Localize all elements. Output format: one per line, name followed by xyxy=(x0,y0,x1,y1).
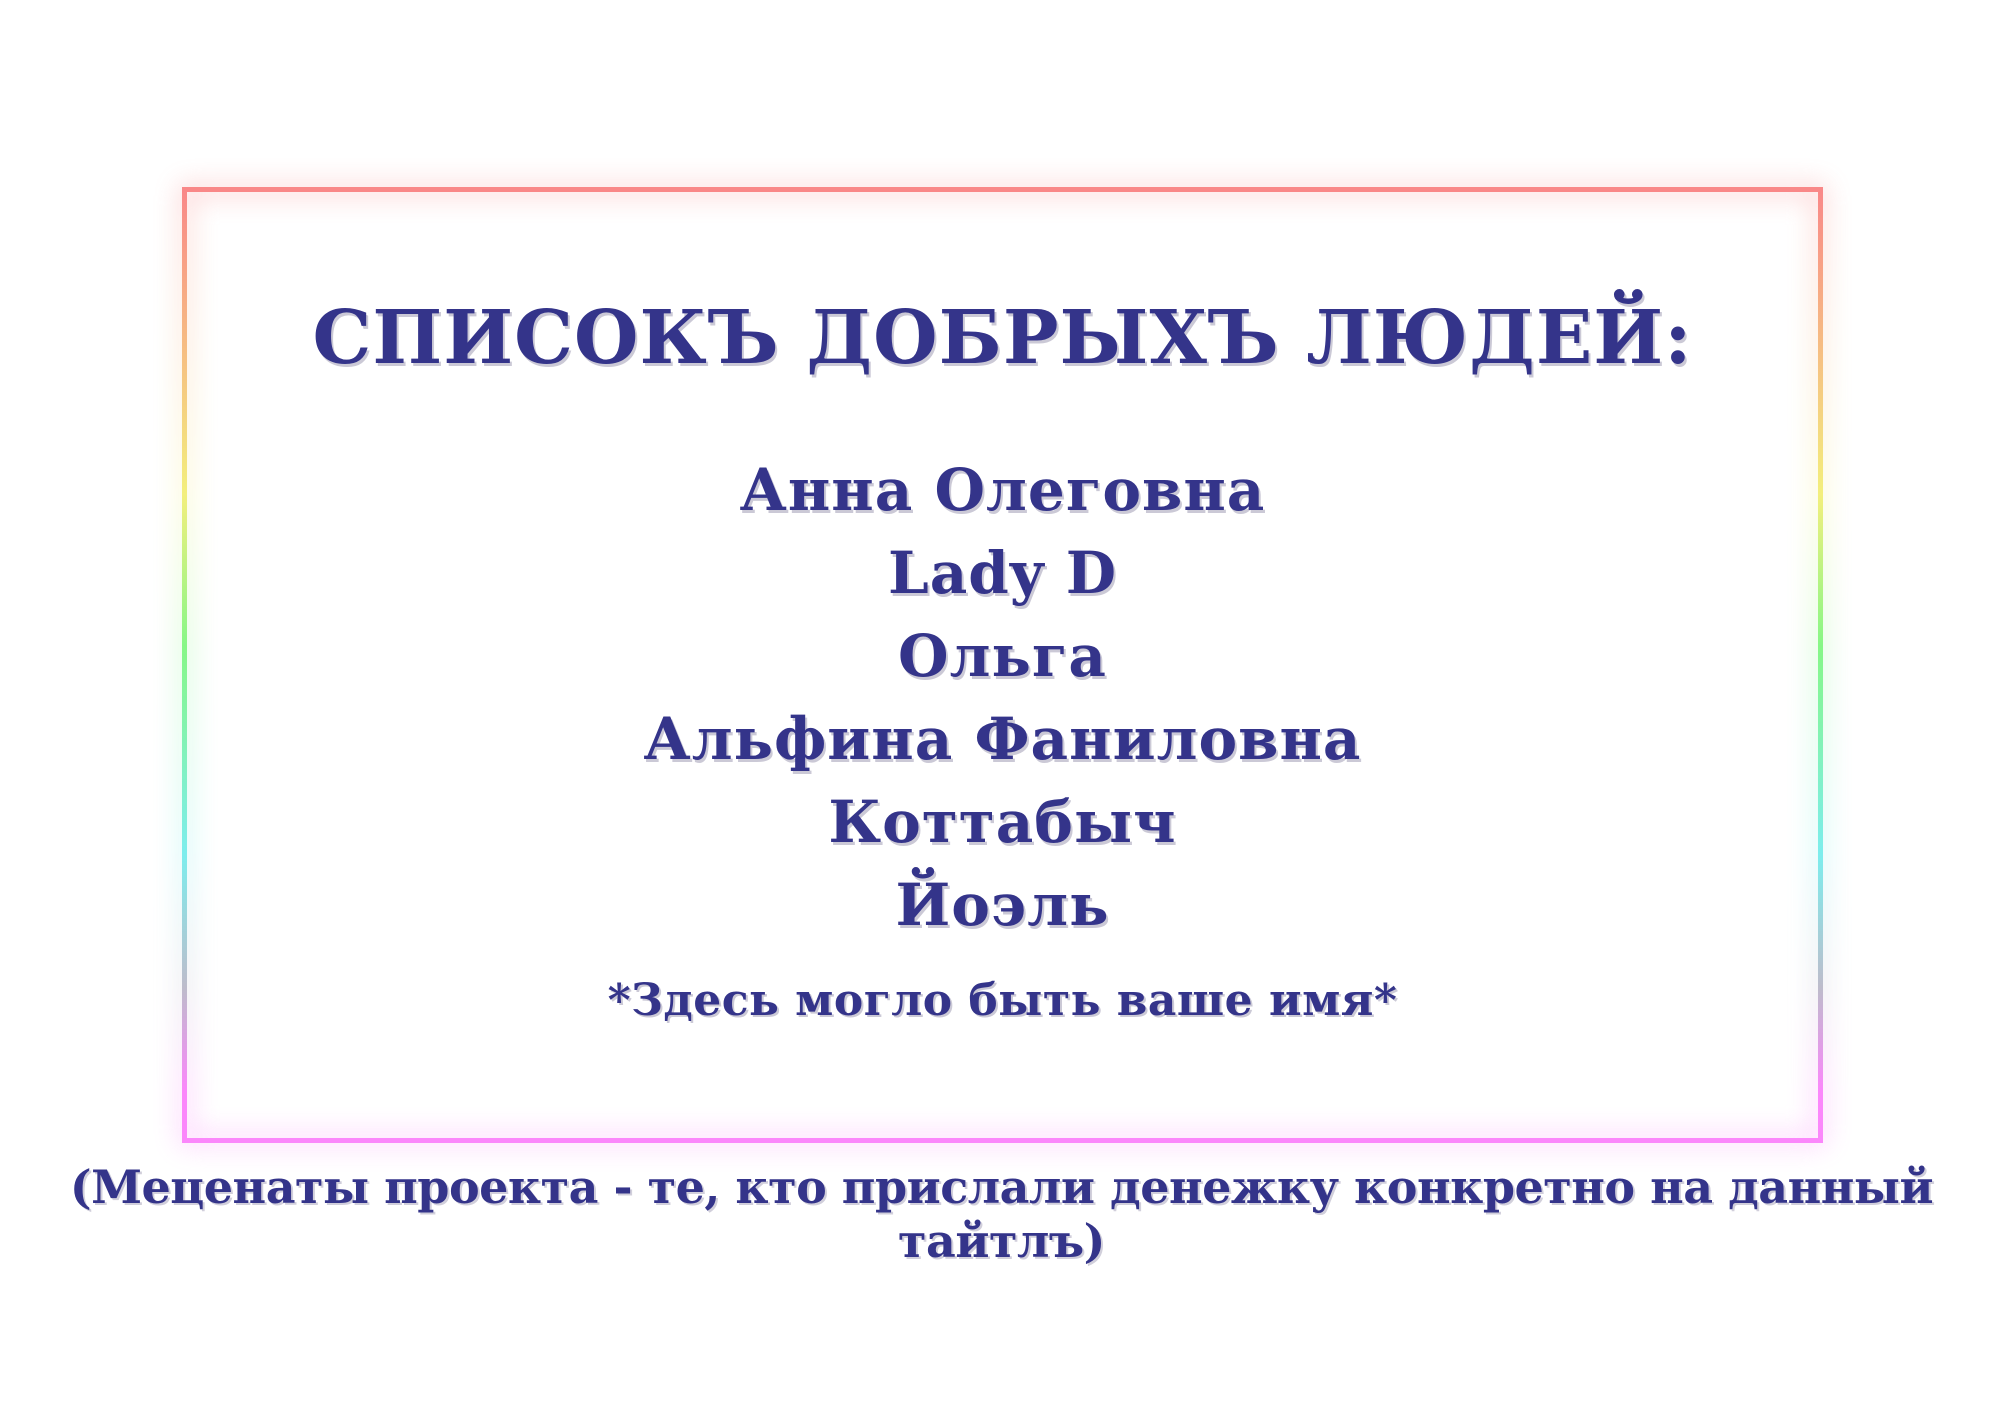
placeholder-note: *Здесь могло быть ваше имя* xyxy=(607,975,1398,1027)
donor-name: Йоэль xyxy=(895,871,1110,940)
donor-name: Анна Олеговна xyxy=(739,456,1266,525)
credits-frame xyxy=(182,187,1823,1143)
donor-list xyxy=(187,449,1818,947)
donor-name: Ольга xyxy=(898,622,1107,691)
page-title: СПИСОКЪ ДОБРЫХЪ ЛЮДЕЙ: xyxy=(312,295,1693,381)
donor-name: Коттабыч xyxy=(828,788,1177,857)
patrons-caption: (Меценаты проекта - те, кто прислали денежку конкретно на данный тайтлъ) xyxy=(69,1160,1934,1268)
donor-name: Lady D xyxy=(887,539,1118,608)
donor-name: Альфина Фаниловна xyxy=(643,705,1362,774)
